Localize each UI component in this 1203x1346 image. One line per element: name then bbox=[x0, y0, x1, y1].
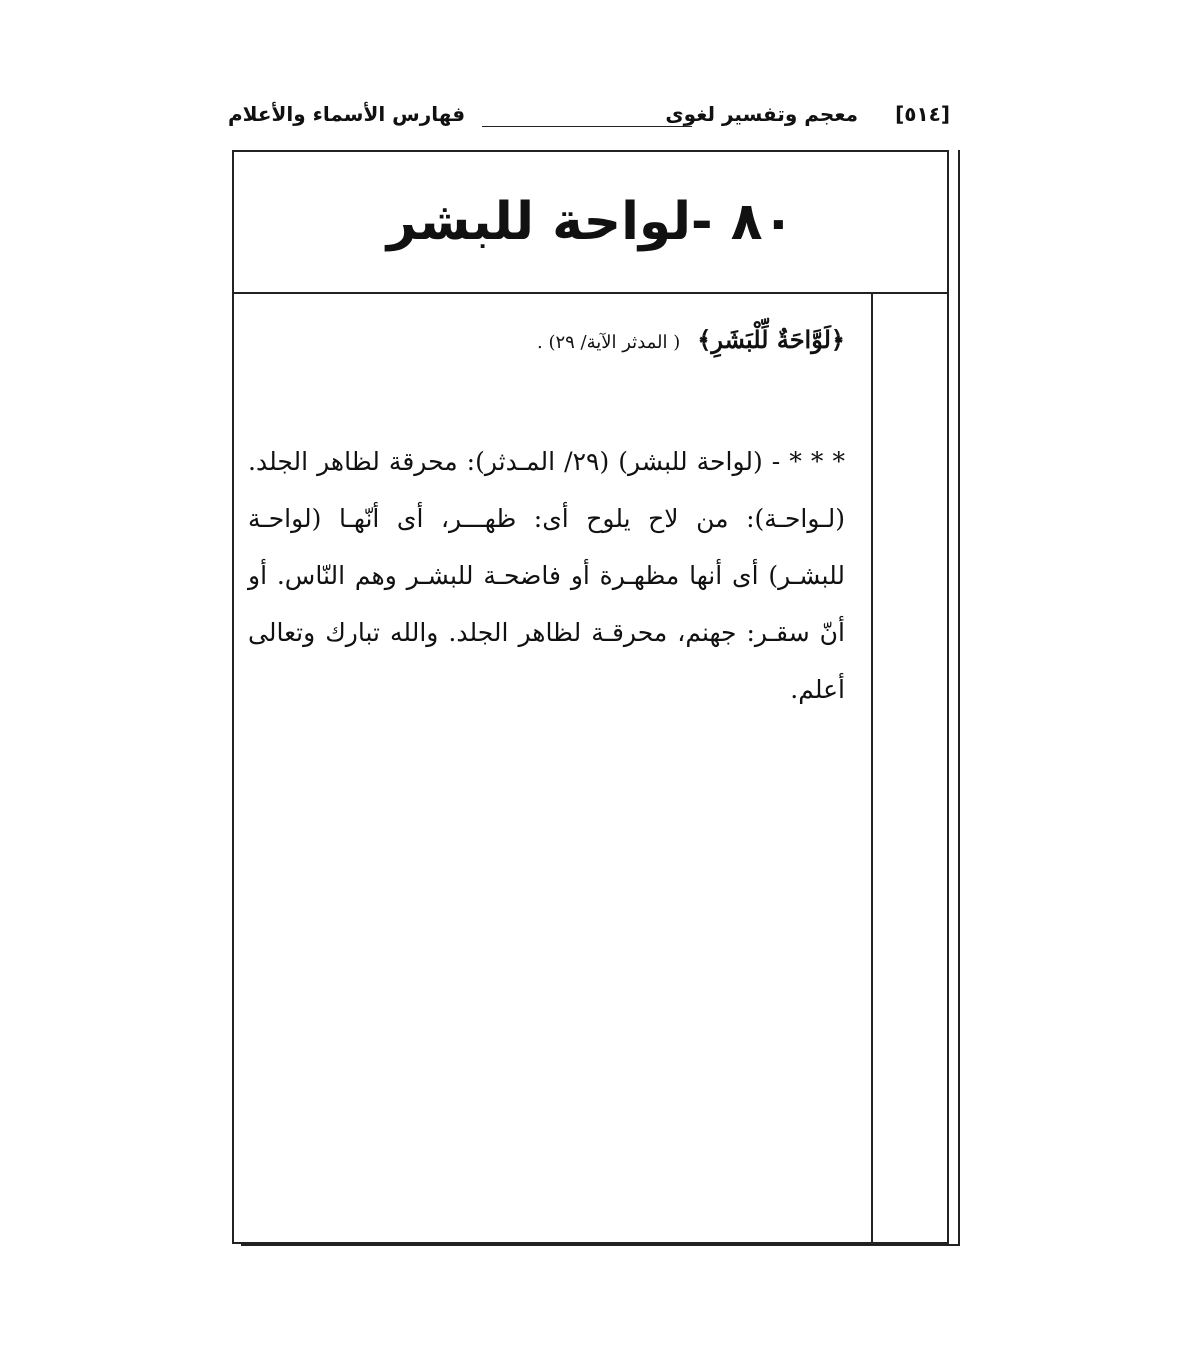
book-title: معجم وتفسير لغوى bbox=[665, 102, 858, 126]
entry-content bbox=[248, 320, 845, 718]
entry-body: * * * - (لواحة للبشر) (٢٩/ المـدثر): محرقة لظاهر الجلد. (لـواحـة): من لاح يلوح أى: ظهـــر، أى أنّهـا (لواحـة للبشـر) أى أنها مظهـرة أو فاضحـة للبشـر وهم النّاس. أو أنّ سقـر: جهنم، محرقـة لظاهر الجلد. والله تبارك وتعالى أعلم. bbox=[248, 447, 845, 704]
title-box bbox=[234, 152, 947, 294]
verse-line bbox=[248, 320, 845, 363]
section-title: فهارس الأسماء والأعلام bbox=[228, 102, 466, 126]
quran-verse: ﴿لَوَّاحَةٌ لِّلْبَشَرِ﴾ bbox=[697, 325, 845, 354]
margin-divider bbox=[871, 292, 873, 1242]
verse-reference: ( المدثر الآية/ ٢٩) . bbox=[537, 332, 681, 353]
page-header bbox=[228, 98, 950, 138]
header-rule bbox=[482, 126, 692, 127]
entry-title: ٨٠ -لواحة للبشر bbox=[386, 192, 795, 252]
entry-frame bbox=[232, 150, 949, 1244]
page-number: [٥١٤] bbox=[895, 102, 950, 126]
